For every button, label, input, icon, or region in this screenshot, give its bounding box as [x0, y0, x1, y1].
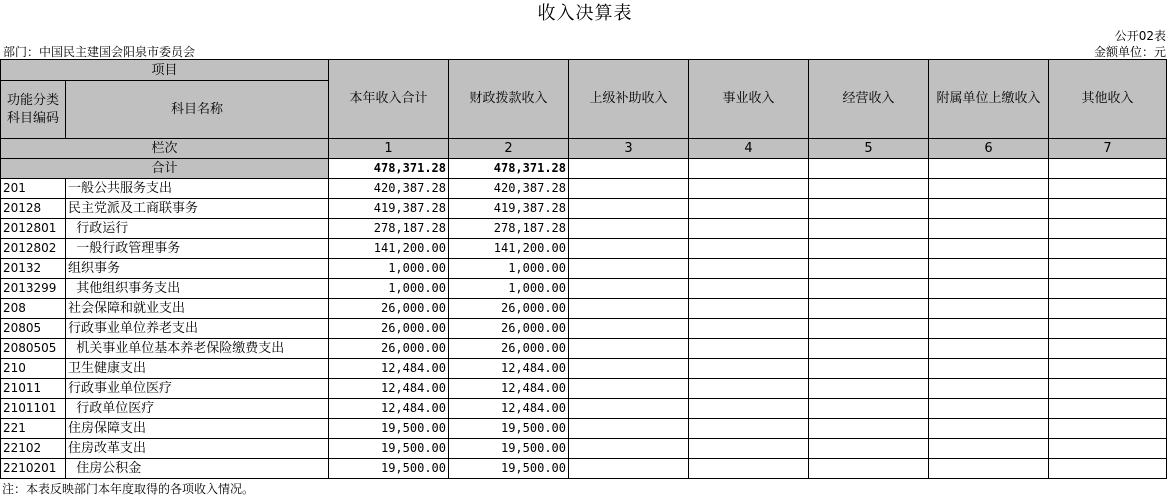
total-label: 合计 — [1, 159, 329, 179]
name-cell: 行政事业单位医疗 — [66, 379, 329, 399]
empty-cell — [809, 399, 929, 419]
header-col-1: 本年收入合计 — [329, 60, 449, 139]
amount-total-cell: 12,484.00 — [329, 379, 449, 399]
amount-fiscal-cell: 12,484.00 — [449, 399, 569, 419]
amount-fiscal-cell: 1,000.00 — [449, 259, 569, 279]
empty-cell — [569, 439, 689, 459]
empty-cell — [929, 279, 1049, 299]
code-cell: 2012801 — [1, 219, 66, 239]
name-cell: 行政事业单位养老支出 — [66, 319, 329, 339]
empty-cell — [1049, 419, 1167, 439]
table-header — [1, 60, 1167, 179]
empty-cell — [689, 439, 809, 459]
table-row — [1, 319, 1167, 339]
table-row — [1, 219, 1167, 239]
amount-fiscal-cell: 19,500.00 — [449, 459, 569, 479]
name-cell: 机关事业单位基本养老保险缴费支出 — [66, 339, 329, 359]
table-number: 公开02表 — [1114, 29, 1166, 43]
table-row — [1, 379, 1167, 399]
table-row — [1, 239, 1167, 259]
code-cell: 2101101 — [1, 399, 66, 419]
empty-cell — [809, 319, 929, 339]
empty-cell — [809, 439, 929, 459]
amount-total-cell: 419,387.28 — [329, 199, 449, 219]
amount-total-cell: 141,200.00 — [329, 239, 449, 259]
header-col-3: 上级补助收入 — [569, 60, 689, 139]
table-row — [1, 459, 1167, 479]
table-row — [1, 199, 1167, 219]
code-cell: 21011 — [1, 379, 66, 399]
header-code: 功能分类科目编码 — [1, 81, 66, 139]
empty-cell — [689, 399, 809, 419]
amount-total-cell: 12,484.00 — [329, 359, 449, 379]
total-row — [1, 159, 1167, 179]
empty-cell — [689, 279, 809, 299]
empty-cell — [929, 259, 1049, 279]
empty-cell — [809, 239, 929, 259]
code-cell: 201 — [1, 179, 66, 199]
header-col-6: 附属单位上缴收入 — [929, 60, 1049, 139]
empty-cell — [809, 339, 929, 359]
amount-fiscal-cell: 12,484.00 — [449, 359, 569, 379]
empty-cell — [689, 179, 809, 199]
empty-cell — [569, 279, 689, 299]
header-name: 科目名称 — [66, 81, 329, 139]
unit-label: 金额单位：元 — [1093, 45, 1166, 59]
name-cell: 组织事务 — [66, 259, 329, 279]
total-col-1: 478,371.28 — [329, 159, 449, 179]
amount-total-cell: 420,387.28 — [329, 179, 449, 199]
empty-cell — [1049, 279, 1167, 299]
empty-cell — [809, 279, 929, 299]
empty-cell — [1049, 219, 1167, 239]
name-cell: 民主党派及工商联事务 — [66, 199, 329, 219]
empty-cell — [569, 259, 689, 279]
empty-cell — [809, 359, 929, 379]
amount-fiscal-cell: 1,000.00 — [449, 279, 569, 299]
name-cell: 一般行政管理事务 — [66, 239, 329, 259]
empty-cell — [929, 399, 1049, 419]
empty-cell — [929, 299, 1049, 319]
table-body — [1, 179, 1167, 479]
table-note: 注：本表反映部门本年度取得的各项收入情况。 — [2, 482, 255, 496]
name-cell: 住房保障支出 — [66, 419, 329, 439]
empty-cell — [809, 459, 929, 479]
empty-cell — [569, 339, 689, 359]
empty-cell — [1049, 299, 1167, 319]
empty-cell — [1049, 439, 1167, 459]
empty-cell — [1049, 259, 1167, 279]
header-col-4: 事业收入 — [689, 60, 809, 139]
empty-cell — [689, 299, 809, 319]
empty-cell — [569, 299, 689, 319]
code-cell: 2080505 — [1, 339, 66, 359]
empty-cell — [929, 239, 1049, 259]
amount-fiscal-cell: 26,000.00 — [449, 319, 569, 339]
code-cell: 22102 — [1, 439, 66, 459]
empty-cell — [1049, 399, 1167, 419]
empty-cell — [689, 319, 809, 339]
name-cell: 社会保障和就业支出 — [66, 299, 329, 319]
name-cell: 住房改革支出 — [66, 439, 329, 459]
empty-cell — [929, 439, 1049, 459]
table-row — [1, 299, 1167, 319]
col-number: 5 — [809, 139, 929, 159]
code-cell: 20805 — [1, 319, 66, 339]
empty-cell — [689, 259, 809, 279]
name-cell: 卫生健康支出 — [66, 359, 329, 379]
name-cell: 一般公共服务支出 — [66, 179, 329, 199]
amount-total-cell: 1,000.00 — [329, 259, 449, 279]
amount-fiscal-cell: 420,387.28 — [449, 179, 569, 199]
empty-cell — [929, 179, 1049, 199]
amount-fiscal-cell: 26,000.00 — [449, 339, 569, 359]
empty-cell — [569, 199, 689, 219]
empty-cell — [929, 419, 1049, 439]
code-cell: 210 — [1, 359, 66, 379]
table-row — [1, 419, 1167, 439]
empty-cell — [929, 219, 1049, 239]
col-number: 4 — [689, 139, 809, 159]
empty-cell — [1049, 359, 1167, 379]
empty-cell — [689, 339, 809, 359]
empty-cell — [929, 339, 1049, 359]
code-cell: 20132 — [1, 259, 66, 279]
empty-cell — [1049, 319, 1167, 339]
name-cell: 行政单位医疗 — [66, 399, 329, 419]
empty-cell — [809, 219, 929, 239]
col-number: 2 — [449, 139, 569, 159]
empty-cell — [569, 459, 689, 479]
empty-cell — [689, 199, 809, 219]
code-cell: 208 — [1, 299, 66, 319]
amount-fiscal-cell: 26,000.00 — [449, 299, 569, 319]
name-cell: 行政运行 — [66, 219, 329, 239]
amount-fiscal-cell: 19,500.00 — [449, 419, 569, 439]
empty-cell — [569, 219, 689, 239]
name-cell: 住房公积金 — [66, 459, 329, 479]
amount-fiscal-cell: 12,484.00 — [449, 379, 569, 399]
table-row — [1, 259, 1167, 279]
empty-cell — [569, 379, 689, 399]
header-col-5: 经营收入 — [809, 60, 929, 139]
header-row-label: 栏次 — [1, 139, 329, 159]
department-label: 部门：中国民主建国会阳泉市委员会 — [3, 45, 196, 59]
col-number: 6 — [929, 139, 1049, 159]
table-row — [1, 279, 1167, 299]
code-cell: 2210201 — [1, 459, 66, 479]
empty-cell — [689, 459, 809, 479]
code-cell: 221 — [1, 419, 66, 439]
table-row — [1, 439, 1167, 459]
empty-cell — [689, 219, 809, 239]
amount-total-cell: 19,500.00 — [329, 419, 449, 439]
empty-cell — [689, 239, 809, 259]
empty-cell — [809, 259, 929, 279]
empty-cell — [929, 199, 1049, 219]
empty-cell — [929, 379, 1049, 399]
empty-cell — [1049, 379, 1167, 399]
empty-cell — [929, 459, 1049, 479]
empty-cell — [689, 419, 809, 439]
empty-cell — [569, 419, 689, 439]
code-cell: 2012802 — [1, 239, 66, 259]
header-col-7: 其他收入 — [1049, 60, 1167, 139]
amount-fiscal-cell: 141,200.00 — [449, 239, 569, 259]
amount-total-cell: 26,000.00 — [329, 299, 449, 319]
empty-cell — [569, 179, 689, 199]
empty-cell — [809, 199, 929, 219]
income-table — [0, 59, 1167, 479]
empty-cell — [569, 399, 689, 419]
table-row — [1, 399, 1167, 419]
empty-cell — [569, 359, 689, 379]
empty-cell — [1049, 199, 1167, 219]
amount-total-cell: 19,500.00 — [329, 459, 449, 479]
col-number: 1 — [329, 139, 449, 159]
empty-cell — [809, 419, 929, 439]
amount-total-cell: 26,000.00 — [329, 319, 449, 339]
amount-total-cell: 1,000.00 — [329, 279, 449, 299]
amount-total-cell: 19,500.00 — [329, 439, 449, 459]
empty-cell — [1049, 179, 1167, 199]
empty-cell — [689, 359, 809, 379]
empty-cell — [929, 359, 1049, 379]
col-number: 7 — [1049, 139, 1167, 159]
report-title: 收入决算表 — [537, 3, 633, 24]
name-cell: 其他组织事务支出 — [66, 279, 329, 299]
table-row — [1, 359, 1167, 379]
col-number: 3 — [569, 139, 689, 159]
table-row — [1, 179, 1167, 199]
total-col-2: 478,371.28 — [449, 159, 569, 179]
amount-fiscal-cell: 19,500.00 — [449, 439, 569, 459]
code-cell: 20128 — [1, 199, 66, 219]
empty-cell — [1049, 339, 1167, 359]
code-cell: 2013299 — [1, 279, 66, 299]
empty-cell — [689, 379, 809, 399]
empty-cell — [1049, 459, 1167, 479]
amount-total-cell: 26,000.00 — [329, 339, 449, 359]
table-row — [1, 339, 1167, 359]
empty-cell — [809, 299, 929, 319]
header-item: 项目 — [1, 60, 329, 81]
header-col-2: 财政拨款收入 — [449, 60, 569, 139]
empty-cell — [569, 239, 689, 259]
amount-fiscal-cell: 278,187.28 — [449, 219, 569, 239]
amount-fiscal-cell: 419,387.28 — [449, 199, 569, 219]
empty-cell — [929, 319, 1049, 339]
amount-total-cell: 278,187.28 — [329, 219, 449, 239]
empty-cell — [809, 179, 929, 199]
amount-total-cell: 12,484.00 — [329, 399, 449, 419]
empty-cell — [569, 319, 689, 339]
empty-cell — [1049, 239, 1167, 259]
empty-cell — [809, 379, 929, 399]
